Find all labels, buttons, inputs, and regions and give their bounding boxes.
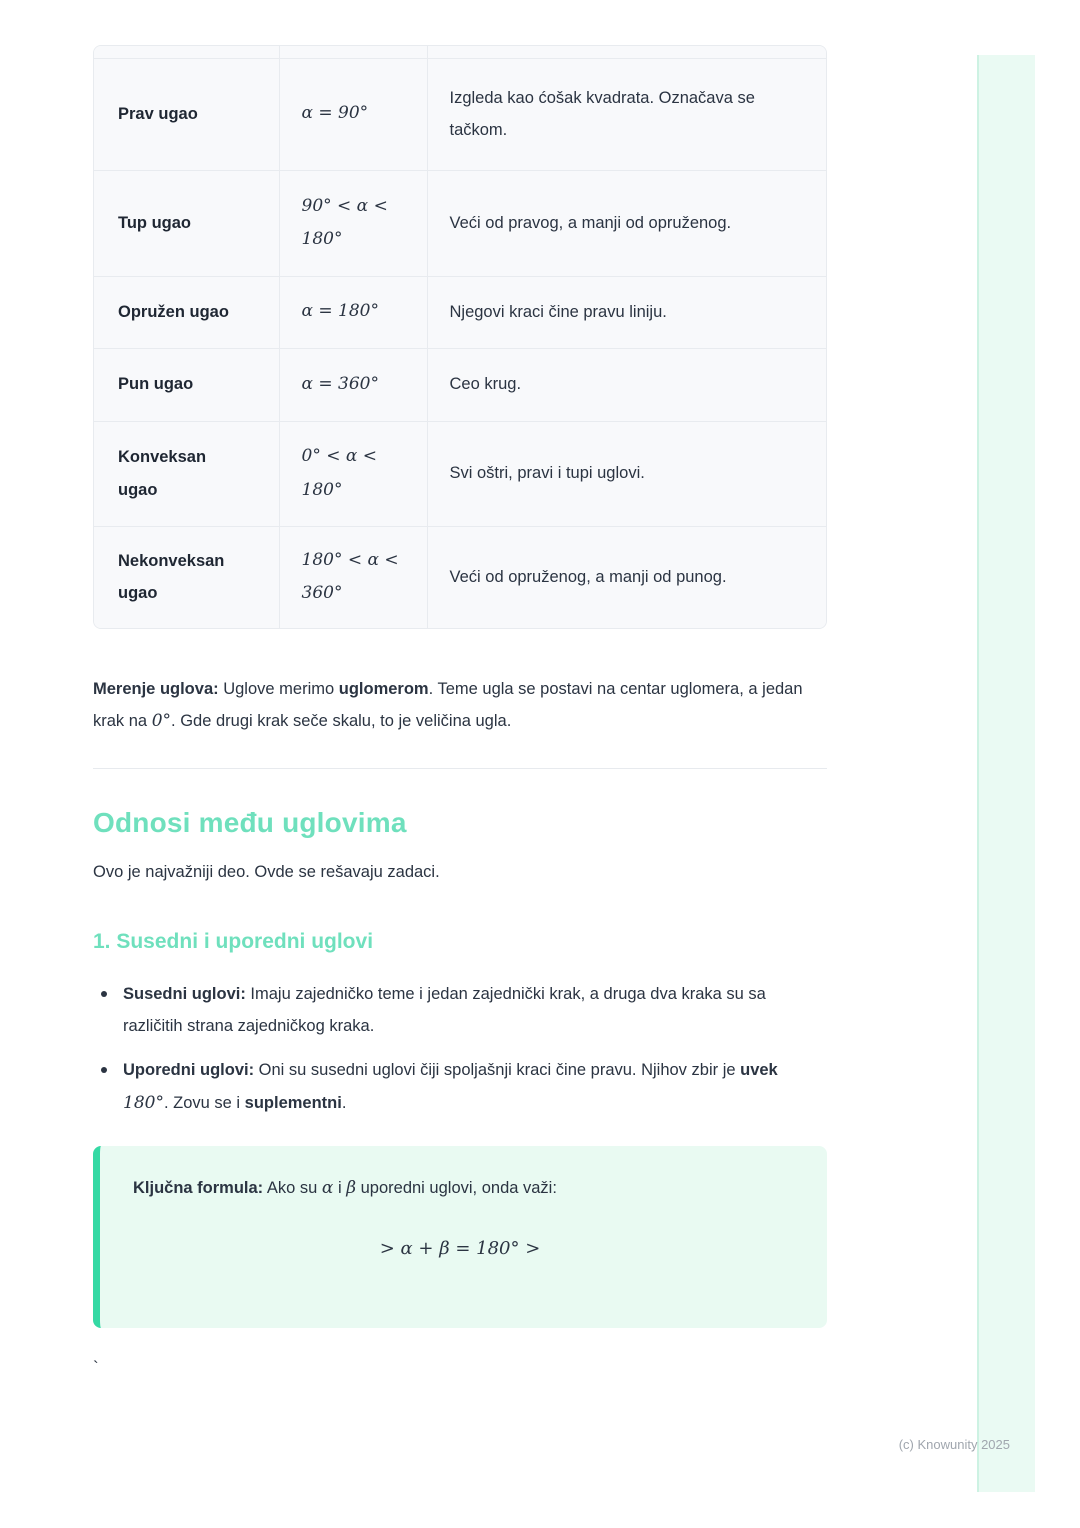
text-run: . Teme ugla se postavi na centar uglomera, a jedan krak na	[93, 680, 803, 731]
angle-measure-cell	[279, 46, 427, 58]
angle-measure-cell	[279, 526, 427, 628]
angle-relations-list	[93, 978, 827, 1121]
measuring-paragraph	[93, 673, 827, 738]
math-180-degrees: 180°	[123, 1093, 164, 1114]
angle-description-cell: Veći od pravog, a manji od opruženog.	[427, 170, 826, 276]
measuring-label: Merenje uglova:	[93, 680, 219, 698]
subsection-title: 1. Susedni i uporedni uglovi	[93, 930, 374, 954]
text-run: Ako su	[263, 1179, 322, 1198]
angle-description-cell: Izgleda kao ćošak kvadrata. Označava se tačkom.	[427, 58, 826, 170]
bullet-dot-icon	[101, 1067, 107, 1073]
angle-description-cell: Veći od opruženog, a manji od punog.	[427, 526, 826, 628]
bold-term: Susedni uglovi:	[123, 984, 246, 1003]
math-zero-degrees: 0°	[151, 711, 172, 732]
text-run: . Gde drugi krak seče skalu, to je veličina ugla.	[171, 712, 512, 731]
table-row	[94, 526, 826, 628]
angle-types-table	[93, 45, 827, 629]
angle-measure-cell	[279, 170, 427, 276]
angle-name-cell: Tup ugao	[94, 170, 279, 276]
angle-measure-cell	[279, 276, 427, 348]
section-title: Odnosi među uglovima	[93, 807, 407, 839]
text-run: Uglove merimo	[218, 680, 339, 698]
text-run: i	[333, 1179, 347, 1198]
table-row	[94, 276, 826, 348]
section-intro: Ovo je najvažniji deo. Ovde se rešavaju zadaci.	[93, 863, 440, 882]
text-run: Imaju zajedničko teme i jedan zajednički krak, a druga dva kraka su sa različitih strana zajedničkog kraka.	[123, 984, 766, 1035]
page-edge-stripe	[977, 55, 1035, 1492]
list-item	[93, 1054, 827, 1120]
angle-name-cell: Pun ugao	[94, 348, 279, 421]
angle-measure-cell	[279, 58, 427, 170]
table-row	[94, 170, 826, 276]
table-row-partial	[94, 46, 826, 58]
stray-backtick: `	[93, 1357, 99, 1377]
angle-measure-cell	[279, 348, 427, 421]
math-expression: α = 90°	[301, 103, 369, 124]
math-alpha: α	[321, 1178, 334, 1199]
bullet-dot-icon	[101, 991, 107, 997]
callout-formula: > α + β = 180° >	[379, 1237, 541, 1259]
table-row	[94, 421, 826, 526]
math-expression: 90° < α < 180°	[301, 195, 388, 249]
list-item-text	[123, 978, 827, 1042]
table-row	[94, 348, 826, 421]
list-item-text	[123, 1054, 827, 1120]
math-beta: β	[346, 1178, 357, 1199]
math-expression: α = 180°	[301, 301, 379, 322]
math-expression: 180° < α < 360°	[301, 550, 399, 604]
copyright-notice: (c) Knowunity 2025	[898, 1437, 1010, 1452]
math-expression: α = 360°	[301, 373, 379, 394]
text-run: . Zovu se i	[163, 1094, 245, 1113]
angle-name-cell: Opružen ugao	[94, 276, 279, 348]
angle-description-cell: Ceo krug.	[427, 348, 826, 421]
callout-text	[133, 1172, 787, 1205]
text-run: uporedni uglovi, onda važi:	[356, 1179, 557, 1198]
angle-measure-cell	[279, 421, 427, 526]
angle-name-cell	[94, 46, 279, 58]
text-run: .	[341, 1094, 347, 1113]
bold-term: uglomerom	[338, 680, 429, 698]
table-row	[94, 58, 826, 170]
math-expression: 0° < α < 180°	[301, 446, 377, 500]
angle-description-cell: Svi oštri, pravi i tupi uglovi.	[427, 421, 826, 526]
text-run: Oni su susedni uglovi čiji spoljašnji kraci čine pravu. Njihov zbir je	[254, 1061, 741, 1080]
callout-label: Ključna formula:	[133, 1179, 264, 1198]
bold-term: Uporedni uglovi:	[123, 1061, 255, 1080]
key-formula-callout	[93, 1146, 827, 1327]
bold-term: uvek	[740, 1061, 778, 1080]
angle-name-cell: Prav ugao	[94, 58, 279, 170]
angle-description-cell: Njegovi kraci čine pravu liniju.	[427, 276, 826, 348]
angle-name-cell: Konveksan ugao	[94, 421, 279, 526]
document-content	[93, 45, 827, 1378]
angle-name-cell: Nekonveksan ugao	[94, 526, 279, 628]
section-divider	[93, 768, 827, 769]
bold-term: suplementni	[244, 1094, 342, 1113]
list-item	[93, 978, 827, 1042]
angle-description-cell	[427, 46, 826, 58]
